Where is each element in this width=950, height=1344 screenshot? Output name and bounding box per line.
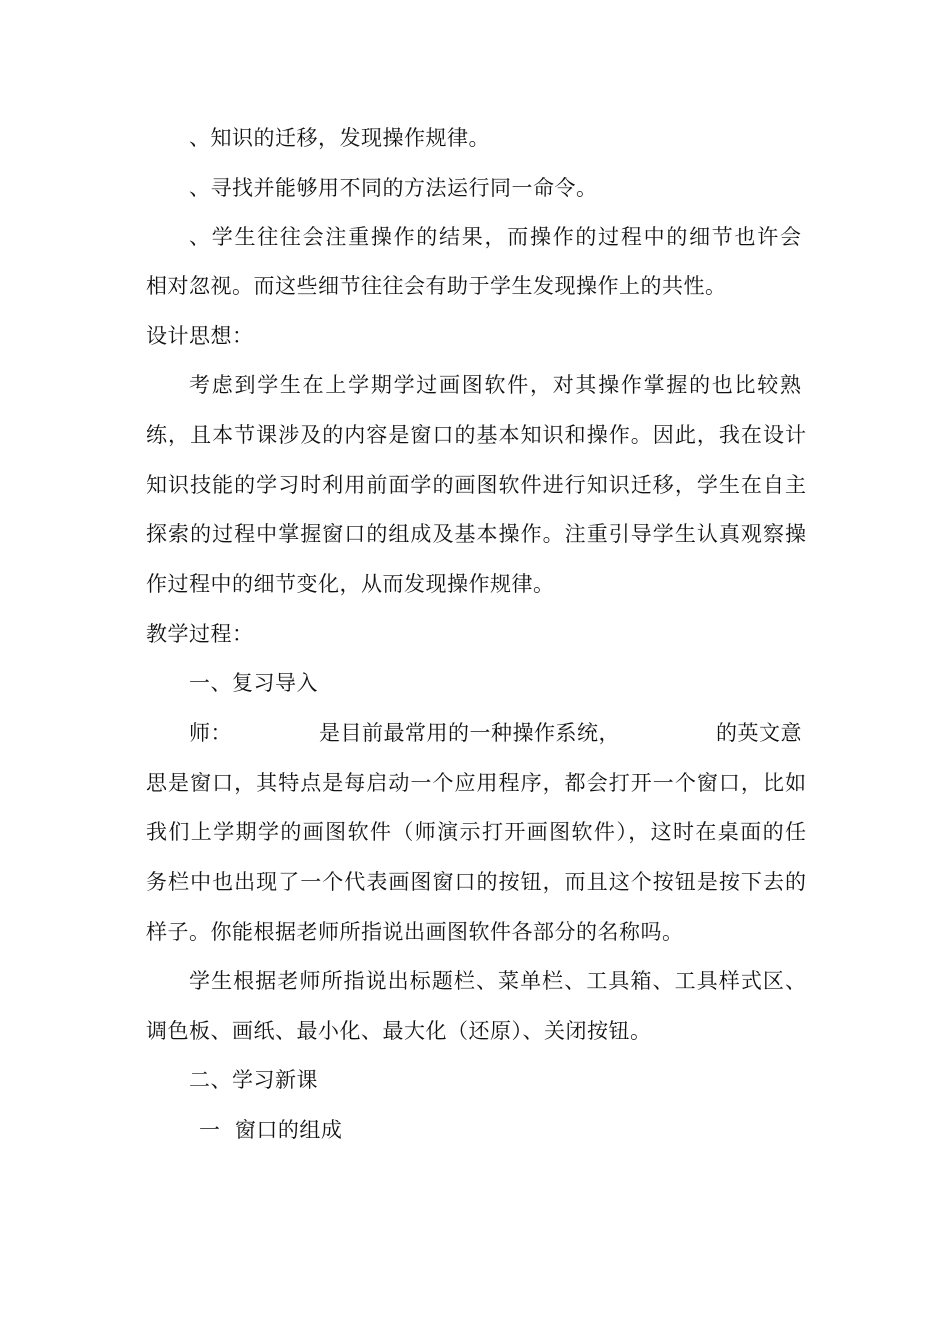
- paragraph-line: 调色板、画纸、最小化、最大化（还原）、关闭按钮。: [146, 1019, 652, 1043]
- paragraph-fragment: 的英文意: [716, 721, 802, 745]
- paragraph-line: 考虑到学生在上学期学过画图软件，对其操作掌握的也比较熟: [189, 373, 801, 397]
- paragraph-line: 相对忽视。而这些细节往往会有助于学生发现操作上的共性。: [146, 274, 727, 298]
- paragraph-line: 我们上学期学的画图软件（师演示打开画图软件），这时在桌面的任: [146, 820, 806, 844]
- subheading-new-lesson: 二、学习新课: [189, 1068, 318, 1092]
- paragraph-line: 思是窗口，其特点是每启动一个应用程序，都会打开一个窗口，比如: [146, 771, 806, 795]
- list-item-2: 、寻找并能够用不同的方法运行同一命令。: [189, 176, 598, 200]
- list-item-1: 、知识的迁移，发现操作规律。: [189, 126, 490, 150]
- subheading-review: 一、复习导入: [189, 671, 318, 695]
- paragraph-line: 作过程中的细节变化，从而发现操作规律。: [146, 572, 555, 596]
- paragraph-line: 知识技能的学习时利用前面学的画图软件进行知识迁移，学生在自主: [146, 473, 806, 497]
- paragraph-fragment: 是目前最常用的一种操作系统，: [319, 721, 620, 745]
- paragraph-line: 探索的过程中掌握窗口的组成及基本操作。注重引导学生认真观察操: [146, 522, 806, 546]
- paragraph-line: 学生根据老师所指说出标题栏、菜单栏、工具箱、工具样式区、: [189, 969, 806, 993]
- teacher-label: 师：: [189, 721, 232, 745]
- paragraph-line: 练，且本节课涉及的内容是窗口的基本知识和操作。因此，我在设计: [146, 423, 806, 447]
- list-item-3: 、学生往往会注重操作的结果，而操作的过程中的细节也许会: [189, 225, 801, 249]
- paragraph-line: 样子。你能根据老师所指说出画图软件各部分的名称吗。: [146, 920, 684, 944]
- section-heading-design: 设计思想：: [146, 324, 254, 348]
- section-heading-process: 教学过程：: [146, 622, 254, 646]
- subheading-window-composition: 一 窗口的组成: [199, 1118, 343, 1142]
- paragraph-line: 务栏中也出现了一个代表画图窗口的按钮，而且这个按钮是按下去的: [146, 870, 806, 894]
